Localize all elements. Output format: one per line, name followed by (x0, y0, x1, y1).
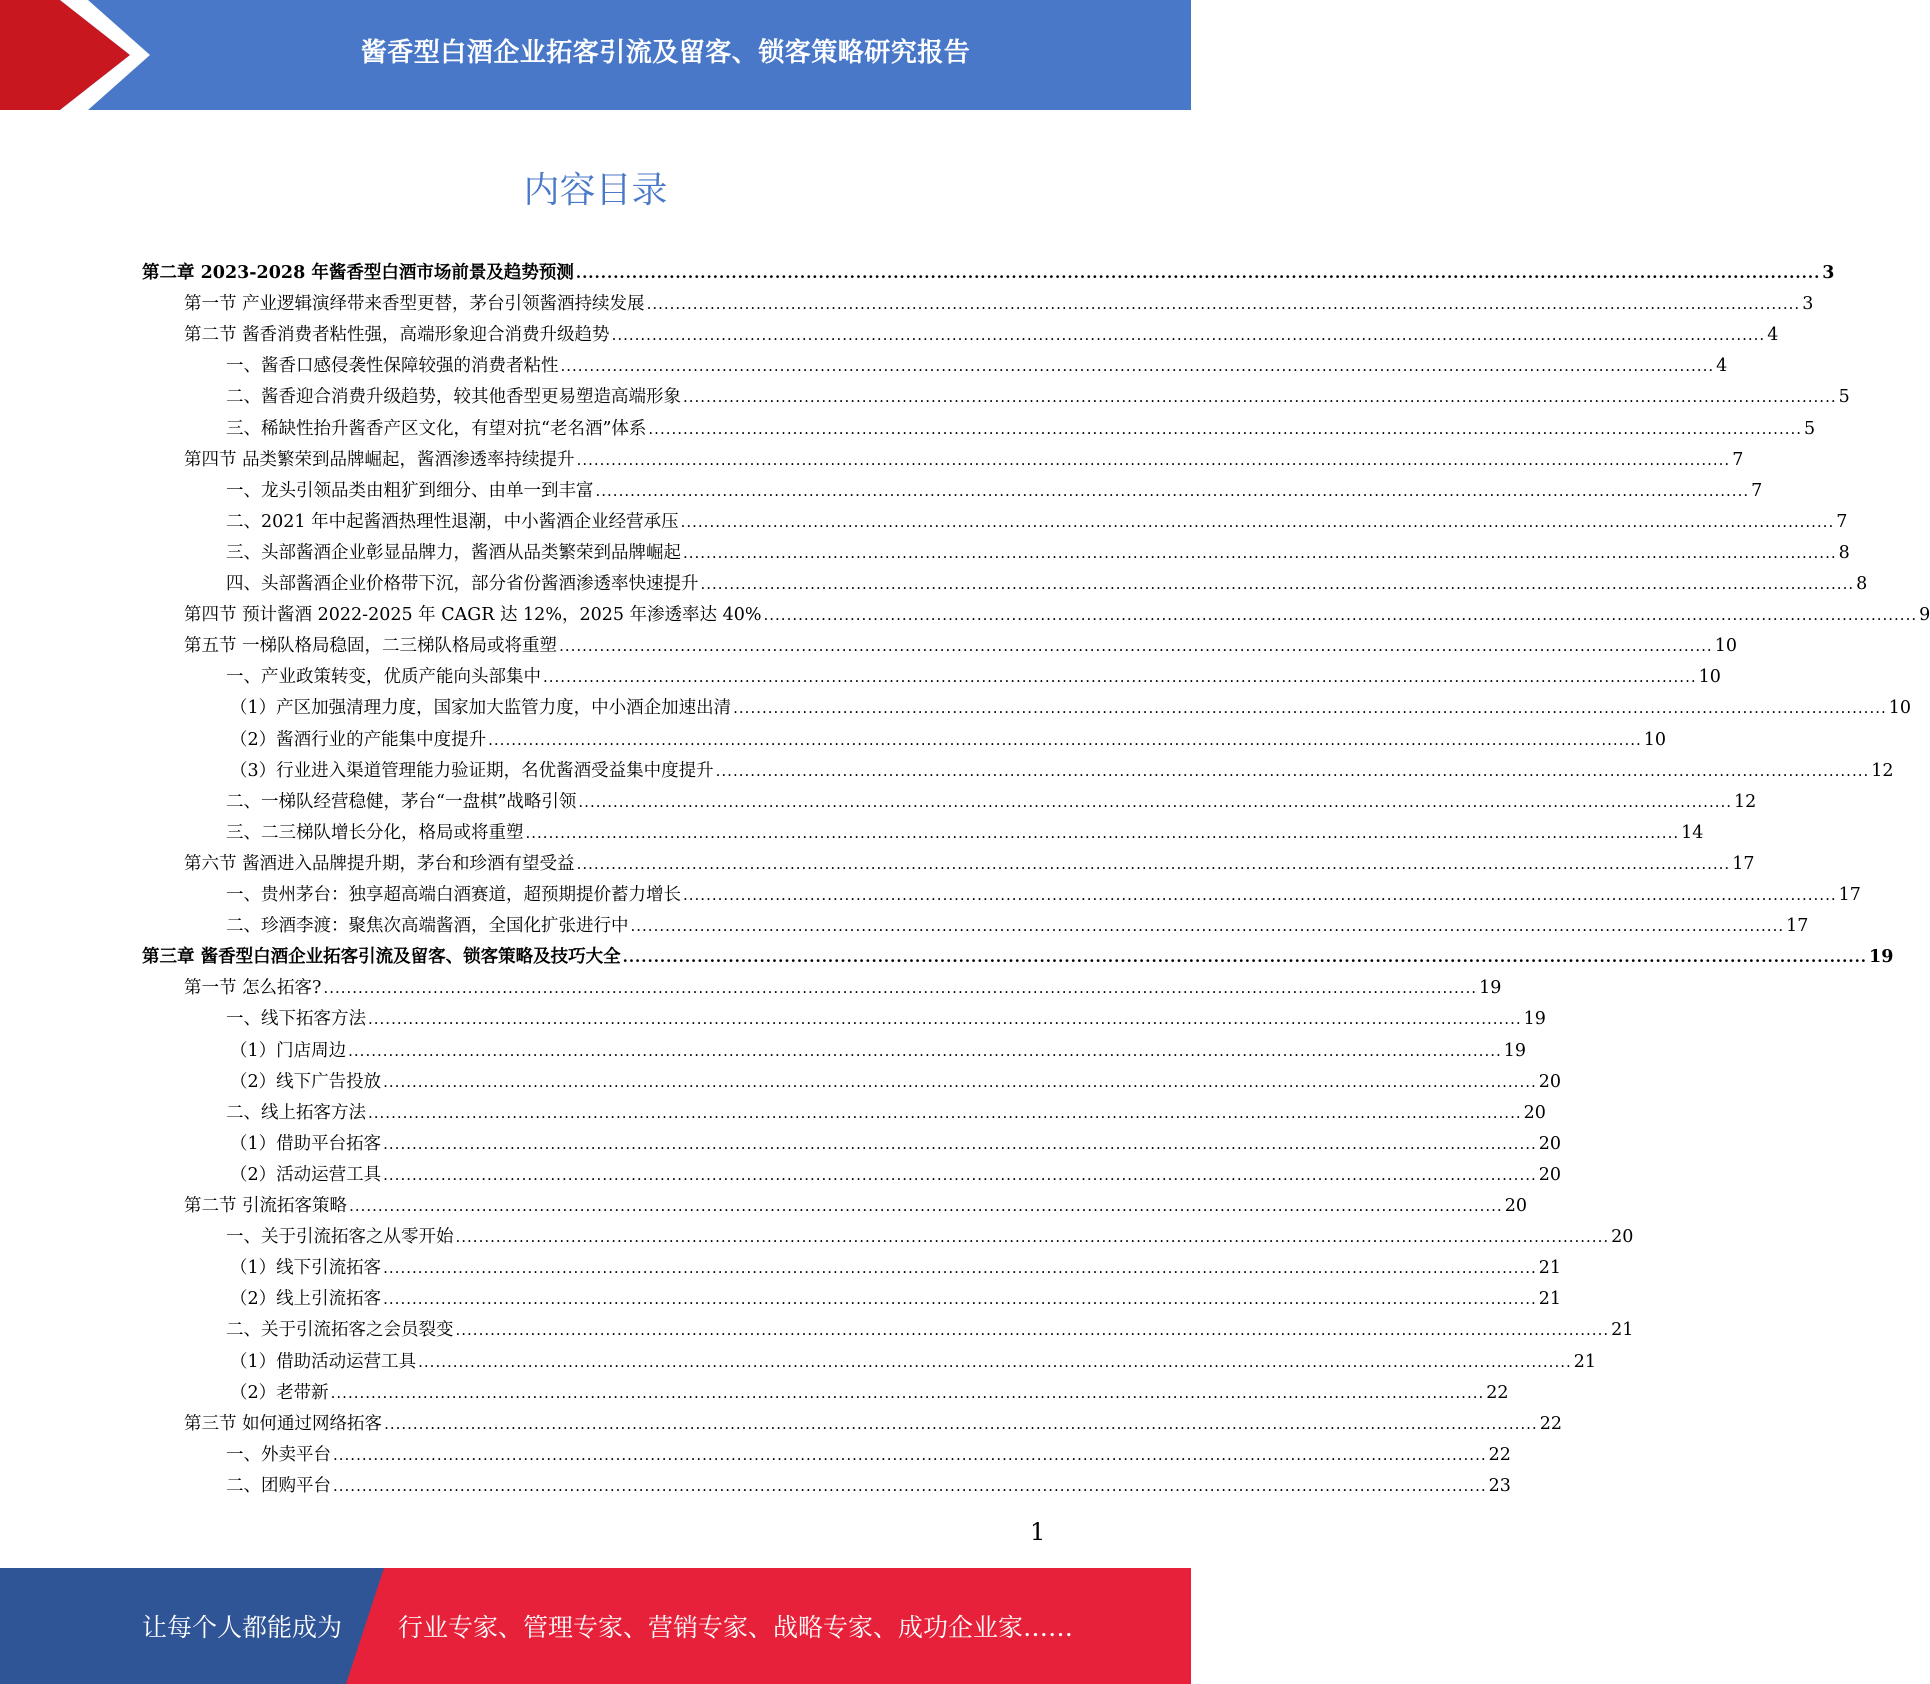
toc-entry[interactable] (230, 1156, 1562, 1187)
toc-entry[interactable] (184, 627, 1737, 658)
toc-leader-dots: ........................................................................................................................................................................................................ (383, 1290, 1537, 1309)
toc-entry-label: 一、酱香口感侵袭性保障较强的消费者粘性 (226, 356, 559, 377)
toc-leader-dots: ........................................................................................................................................................................................................ (368, 1103, 1522, 1122)
toc-entry-page: 17 (1838, 885, 1861, 905)
toc-entry[interactable] (184, 1405, 1562, 1436)
toc-entry[interactable] (226, 472, 1763, 503)
toc-entry-label: 第三章 酱香型白酒企业拓客引流及留客、锁客策略及技巧大全 (142, 947, 621, 968)
toc-leader-dots: ........................................................................................................................................................................................................ (683, 388, 1837, 407)
toc-entry-label: 一、产业政策转变，优质产能向头部集中 (226, 667, 541, 688)
toc-entry-label: 一、外卖平台 (226, 1444, 331, 1465)
toc-entry[interactable] (226, 1094, 1546, 1125)
toc-entry-page: 10 (1698, 667, 1721, 688)
toc-leader-dots: ........................................................................................................................................................................................................ (700, 575, 1855, 593)
toc-entry-page: 21 (1538, 1258, 1562, 1279)
toc-entry[interactable] (226, 503, 1848, 534)
toc-entry[interactable] (226, 347, 1728, 378)
toc-entry-label: （1）借助活动运营工具 (230, 1351, 417, 1372)
toc-entry-label: 一、线下拓客方法 (226, 1009, 366, 1030)
toc-entry-page: 19 (1479, 978, 1502, 999)
toc-leader-dots: ........................................................................................................................................................................................................ (576, 854, 1731, 873)
toc-leader-dots: ........................................................................................................................................................................................................ (648, 419, 1803, 438)
toc-entry-label: 第三节 如何通过网络拓客 (184, 1413, 383, 1434)
toc-entry-label: （2）线上引流拓客 (230, 1289, 382, 1310)
toc-leader-dots: ........................................................................................................................................................................................................ (683, 543, 1837, 562)
toc-entry-label: 二、酱香迎合消费升级趋势，较其他香型更易塑造高端形象 (226, 387, 681, 408)
toc-leader-dots: ........................................................................................................................................................................................................ (715, 761, 1870, 780)
toc-leader-dots: ........................................................................................................................................................................................................ (595, 481, 1750, 500)
page-number: 1 (1030, 1518, 1046, 1546)
toc-leader-dots: ........................................................................................................................................................................................................ (349, 1197, 1503, 1215)
toc-entry[interactable] (230, 752, 1894, 783)
toc-entry-page: 17 (1732, 853, 1755, 874)
page-footer (0, 1568, 1191, 1684)
toc-entry-page: 7 (1751, 480, 1763, 501)
toc-entry[interactable] (230, 1125, 1562, 1156)
toc-entry[interactable] (226, 378, 1850, 409)
toc-entry-page: 10 (1643, 729, 1667, 750)
toc-entry[interactable] (184, 845, 1755, 876)
footer-slogan-right: 行业专家、管理专家、营销专家、战略专家、成功企业家…… (398, 1613, 1074, 1642)
toc-entry[interactable] (226, 783, 1757, 814)
toc-entry-label: （1）线下引流拓客 (230, 1258, 382, 1279)
toc-entry-page: 21 (1538, 1289, 1562, 1310)
toc-leader-dots: ........................................................................................................................................................................................................ (733, 699, 1887, 718)
toc-leader-dots: ........................................................................................................................................................................................................ (384, 1414, 1538, 1433)
toc-entry-label: 三、稀缺性抬升酱香产区文化，有望对抗“老名酒”体系 (226, 418, 647, 439)
toc-entry[interactable] (226, 1436, 1511, 1467)
toc-entry-label: 二、线上拓客方法 (226, 1102, 366, 1123)
toc-entry-page: 19 (1869, 947, 1894, 968)
toc-entry-page: 8 (1838, 542, 1850, 563)
toc-leader-dots: ........................................................................................................................................................................................................ (763, 606, 1918, 625)
toc-entry-label: （2）活动运营工具 (230, 1164, 382, 1185)
toc-entry-page: 8 (1856, 574, 1868, 594)
toc-entry[interactable] (226, 410, 1816, 441)
toc-entry[interactable] (230, 689, 1912, 720)
toc-leader-dots: ........................................................................................................................................................................................................ (348, 1041, 1502, 1060)
toc-leader-dots: ........................................................................................................................................................................................................ (418, 1352, 1572, 1371)
toc-entry-label: 第四节 预计酱酒 2022-2025 年 CAGR 达 12%，2025 年渗透率达 40% (184, 605, 762, 626)
toc-entry-page: 12 (1734, 791, 1757, 812)
page-header (0, 0, 1191, 110)
toc-entry-label: （2）线下广告投放 (230, 1071, 382, 1092)
toc-leader-dots: ........................................................................................................................................................................................................ (323, 979, 1478, 998)
toc-entry[interactable] (184, 1187, 1527, 1218)
toc-entry[interactable] (184, 285, 1814, 316)
toc-entry[interactable] (230, 1280, 1562, 1311)
toc-entry-label: 四、头部酱酒企业价格带下沉，部分省份酱酒渗透率快速提升 (226, 574, 699, 594)
toc-leader-dots: ........................................................................................................................................................................................................ (333, 1476, 1487, 1495)
toc-leader-dots: ........................................................................................................................................................................................................ (622, 948, 1868, 967)
toc-entry-page: 20 (1523, 1102, 1546, 1123)
toc-entry-page: 4 (1767, 325, 1779, 346)
toc-entry-label: 一、关于引流拓客之从零开始 (226, 1227, 454, 1248)
toc-entry-label: 第四节 品类繁荣到品牌崛起，酱酒渗透率持续提升 (184, 449, 575, 470)
toc-entry-page: 20 (1611, 1227, 1634, 1248)
toc-entry[interactable] (226, 1000, 1546, 1031)
toc-leader-dots: ........................................................................................................................................................................................................ (646, 295, 1801, 314)
toc-leader-dots: ........................................................................................................................................................................................................ (455, 1321, 1610, 1340)
toc-entry[interactable] (184, 316, 1779, 347)
toc-entry-label: 第五节 一梯队格局稳固，二三梯队格局或将重塑 (184, 636, 558, 657)
toc-entry-label: 一、龙头引领品类由粗犷到细分、由单一到丰富 (226, 480, 594, 501)
chevron-arrow-icon (0, 0, 160, 110)
toc-entry-page: 3 (1822, 263, 1835, 283)
toc-entry-page: 19 (1523, 1009, 1546, 1030)
toc-entry-page: 7 (1732, 449, 1744, 470)
toc-entry-page: 20 (1538, 1164, 1562, 1185)
toc-entry-page: 10 (1714, 636, 1737, 657)
toc-entry-label: 第二章 2023-2028 年酱香型白酒市场前景及趋势预测 (142, 263, 574, 283)
toc-entry[interactable] (226, 814, 1704, 845)
footer-slogan-left: 让每个人都能成为 (142, 1613, 343, 1642)
toc-entry[interactable] (184, 969, 1502, 1000)
toc-entry-label: 二、团购平台 (226, 1475, 331, 1496)
toc-entry[interactable] (230, 1374, 1509, 1405)
toc-entry-page: 9 (1919, 605, 1930, 626)
toc-entry-page: 21 (1611, 1320, 1634, 1341)
toc-entry[interactable] (226, 658, 1721, 689)
toc-entry-page: 4 (1716, 356, 1728, 377)
toc-entry-label: （3）行业进入渠道管理能力验证期，名优酱酒受益集中度提升 (230, 760, 714, 781)
toc-entry-page: 22 (1486, 1382, 1509, 1403)
toc-entry-label: （2）酱酒行业的产能集中度提升 (230, 729, 487, 750)
toc-entry-label: 二、一梯队经营稳健，茅台“一盘棋”战略引领 (226, 791, 577, 812)
toc-entry-label: 三、二三梯队增长分化，格局或将重塑 (226, 822, 524, 843)
toc-leader-dots: ........................................................................................................................................................................................................ (578, 792, 1733, 811)
toc-entry[interactable] (230, 1249, 1562, 1280)
toc-entry-label: 第六节 酱酒进入品牌提升期，茅台和珍酒有望受益 (184, 853, 575, 874)
toc-leader-dots: ........................................................................................................................................................................................................ (330, 1383, 1485, 1402)
toc-entry-page: 19 (1503, 1040, 1527, 1061)
toc-entry[interactable] (226, 1311, 1634, 1342)
toc-entry-label: 第二节 引流拓客策略 (184, 1196, 348, 1216)
toc-entry[interactable] (230, 721, 1667, 752)
toc-leader-dots: ........................................................................................................................................................................................................ (333, 1445, 1487, 1464)
toc-chapter-entry[interactable] (142, 254, 1835, 285)
toc-entry[interactable] (226, 1218, 1634, 1249)
toc-entry-label: 第一节 产业逻辑演绎带来香型更替，茅台引领酱酒持续发展 (184, 294, 645, 315)
header-title: 酱香型白酒企业拓客引流及留客、锁客策略研究报告 (360, 37, 971, 68)
toc-leader-dots: ........................................................................................................................................................................................................ (543, 668, 1697, 687)
toc-entry[interactable] (226, 907, 1809, 938)
toc-leader-dots: ........................................................................................................................................................................................................ (368, 1010, 1522, 1029)
toc-leader-dots: ........................................................................................................................................................................................................ (488, 730, 1642, 749)
toc-entry-page: 20 (1538, 1133, 1562, 1154)
toc-entry-page: 20 (1504, 1196, 1527, 1216)
toc-leader-dots: ........................................................................................................................................................................................................ (559, 637, 1713, 656)
toc-leader-dots: ........................................................................................................................................................................................................ (455, 1228, 1610, 1247)
toc-entry[interactable] (226, 1467, 1511, 1498)
toc-entry-label: 二、2021 年中起酱酒热理性退潮，中小酱酒企业经营承压 (226, 511, 679, 532)
toc-leader-dots: ........................................................................................................................................................................................................ (576, 450, 1731, 469)
toc-leader-dots: ........................................................................................................................................................................................................ (683, 886, 1837, 904)
toc-entry-page: 12 (1871, 760, 1894, 781)
toc-entry[interactable] (226, 565, 1868, 596)
toc-chapter-entry[interactable] (142, 938, 1894, 969)
toc-entry-page: 3 (1802, 294, 1814, 315)
toc-leader-dots: ........................................................................................................................................................................................................ (630, 917, 1785, 936)
toc-leader-dots: ........................................................................................................................................................................................................ (383, 1134, 1537, 1153)
toc-leader-dots: ........................................................................................................................................................................................................ (525, 823, 1680, 842)
toc-entry-label: 第一节 怎么拓客? (184, 978, 322, 999)
toc-entry-page: 7 (1836, 511, 1848, 532)
toc-entry[interactable] (230, 1343, 1597, 1374)
toc-entry-page: 10 (1888, 698, 1912, 719)
toc-leader-dots: ........................................................................................................................................................................................................ (383, 1165, 1537, 1184)
toc-entry-label: （1）门店周边 (230, 1040, 347, 1061)
toc-entry-page: 20 (1538, 1071, 1562, 1092)
toc-entry-page: 5 (1838, 387, 1850, 408)
toc-entry-page: 17 (1786, 916, 1809, 937)
toc-leader-dots: ........................................................................................................................................................................................................ (611, 326, 1766, 345)
toc-leader-dots: ........................................................................................................................................................................................................ (575, 264, 1821, 282)
toc-leader-dots: ........................................................................................................................................................................................................ (383, 1072, 1537, 1091)
toc-entry-page: 14 (1681, 822, 1704, 843)
toc-entry[interactable] (226, 534, 1850, 565)
toc-leader-dots: ........................................................................................................................................................................................................ (560, 357, 1715, 376)
toc-entry-label: 三、头部酱酒企业彰显品牌力，酱酒从品类繁荣到品牌崛起 (226, 542, 681, 563)
toc-entry[interactable] (230, 1032, 1527, 1063)
toc-entry[interactable] (184, 441, 1744, 472)
toc-entry-label: （1）借助平台拓客 (230, 1133, 382, 1154)
toc-entry-page: 22 (1488, 1444, 1511, 1465)
toc-leader-dots: ........................................................................................................................................................................................................ (383, 1259, 1537, 1278)
toc-entry-label: （1）产区加强清理力度，国家加大监管力度，中小酒企加速出清 (230, 698, 732, 719)
toc-leader-dots: ........................................................................................................................................................................................................ (680, 512, 1835, 531)
toc-entry[interactable] (184, 596, 1930, 627)
toc-entry-page: 22 (1539, 1413, 1562, 1434)
toc-entry[interactable] (226, 876, 1861, 907)
toc-entry-label: 二、珍酒李渡：聚焦次高端酱酒，全国化扩张进行中 (226, 916, 629, 937)
toc-entry[interactable] (230, 1063, 1562, 1094)
toc-entry-label: 一、贵州茅台：独享超高端白酒赛道，超预期提价蓄力增长 (226, 885, 681, 905)
toc-entry-label: 第二节 酱香消费者粘性强，高端形象迎合消费升级趋势 (184, 325, 610, 346)
toc-entry-label: （2）老带新 (230, 1382, 329, 1403)
toc-entry-page: 21 (1573, 1351, 1597, 1372)
toc-entry-label: 二、关于引流拓客之会员裂变 (226, 1320, 454, 1341)
toc-entry-page: 5 (1804, 418, 1816, 439)
toc-heading: 内容目录 (523, 170, 668, 211)
toc-entry-page: 23 (1488, 1475, 1511, 1496)
